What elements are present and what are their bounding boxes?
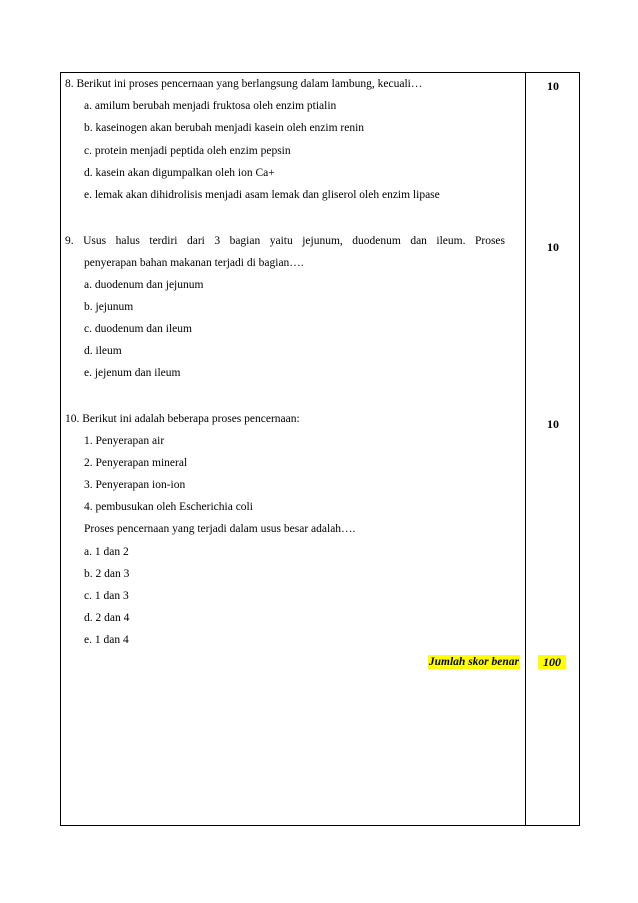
question-10-statement-3: 3. Penyerapan ion-ion <box>84 479 186 491</box>
question-9-score: 10 <box>547 240 559 254</box>
question-8-option-c: c. protein menjadi peptida oleh enzim pepsin <box>84 145 291 157</box>
question-10-prompt: Proses pencernaan yang terjadi dalam usus besar adalah…. <box>84 523 356 535</box>
question-8-option-a: a. amilum berubah menjadi fruktosa oleh enzim ptialin <box>84 100 337 112</box>
question-9-option-d: d. ileum <box>84 345 122 357</box>
stem-word: Proses <box>474 235 505 247</box>
stem-word: 3 <box>214 235 221 247</box>
question-8-option-d: d. kasein akan digumpalkan oleh ion Ca+ <box>84 167 275 179</box>
question-8-stem: 8. Berikut ini proses pencernaan yang berlangsung dalam lambung, kecuali… <box>65 78 423 90</box>
question-table <box>60 72 580 826</box>
stem-word: halus <box>115 235 140 247</box>
question-9-option-c: c. duodenum dan ileum <box>84 323 192 335</box>
question-8-option-b: b. kaseinogen akan berubah menjadi kasein oleh enzim renin <box>84 122 365 134</box>
question-10-option-c: c. 1 dan 3 <box>84 590 129 602</box>
stem-word: terdiri <box>149 235 178 247</box>
question-8-option-e: e. lemak akan dihidrolisis menjadi asam lemak dan gliserol oleh enzim lipase <box>84 189 440 201</box>
question-10-option-a: a. 1 dan 2 <box>84 546 129 558</box>
total-score-label: Jumlah skor benar <box>428 656 519 668</box>
stem-word: dan <box>410 235 427 247</box>
question-10-statement-1: 1. Penyerapan air <box>84 435 165 447</box>
stem-word: jejunum, <box>302 235 343 247</box>
stem-word: dari <box>186 235 205 247</box>
question-9-stem-line2: penyerapan bahan makanan terjadi di bagian…. <box>84 257 304 269</box>
question-10-option-d: d. 2 dan 4 <box>84 612 130 624</box>
stem-word: yaitu <box>269 235 293 247</box>
question-10-option-e: e. 1 dan 4 <box>84 634 129 646</box>
question-10-score: 10 <box>547 417 559 431</box>
stem-word: ileum. <box>436 235 466 247</box>
question-10-statement-4: 4. pembusukan oleh Escherichia coli <box>84 501 253 513</box>
question-9-option-a: a. duodenum dan jejunum <box>84 279 204 291</box>
column-divider <box>525 72 526 826</box>
question-9-option-e: e. jejenum dan ileum <box>84 367 181 379</box>
total-score-value: 100 <box>538 655 566 669</box>
question-10-stem: 10. Berikut ini adalah beberapa proses pencernaan: <box>65 413 300 425</box>
stem-word: bagian <box>229 235 261 247</box>
stem-word: duodenum <box>352 235 401 247</box>
question-9-option-b: b. jejunum <box>84 301 134 313</box>
question-8-score: 10 <box>547 79 559 93</box>
question-9-stem-line1 <box>65 234 505 248</box>
stem-word: Usus <box>83 235 107 247</box>
question-10-option-b: b. 2 dan 3 <box>84 568 130 580</box>
question-10-statement-2: 2. Penyerapan mineral <box>84 457 188 469</box>
stem-word: 9. <box>65 235 74 247</box>
